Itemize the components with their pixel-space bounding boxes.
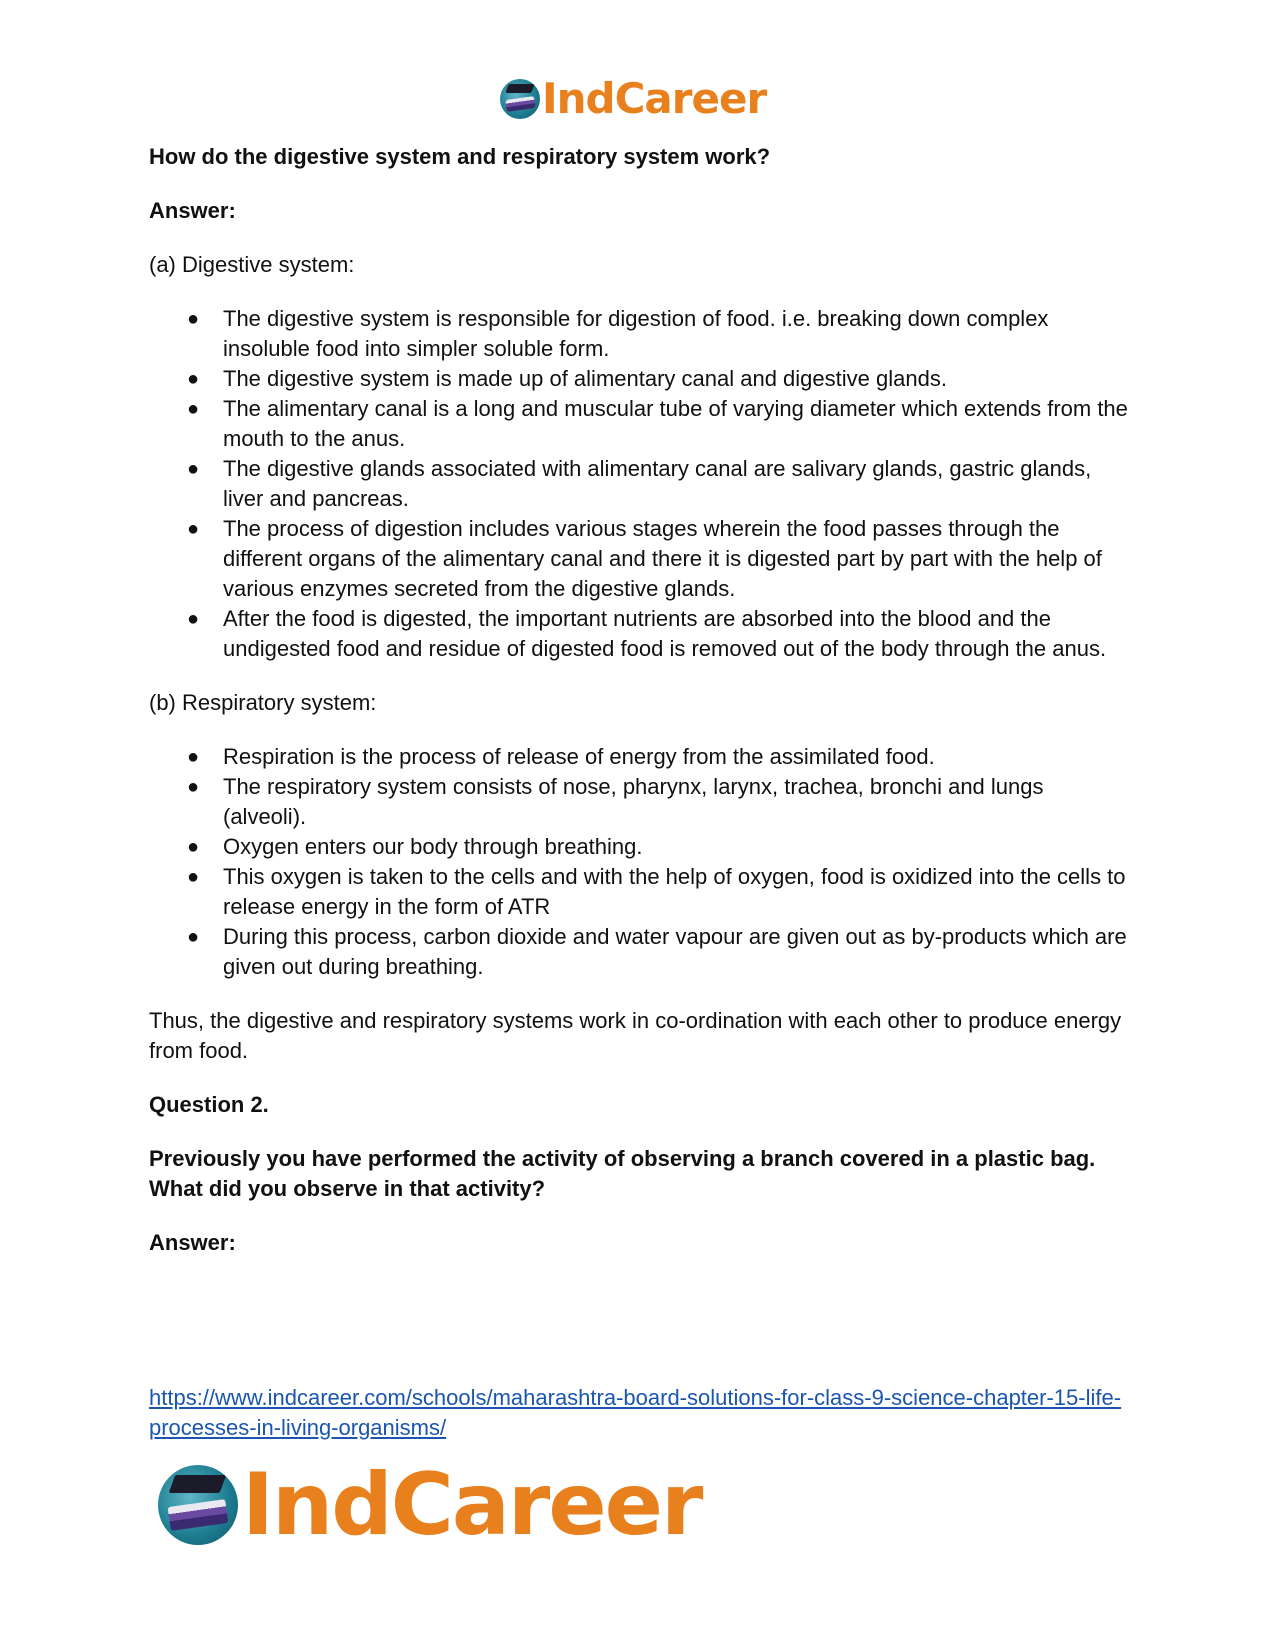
conclusion-text: Thus, the digestive and respiratory systems work in co-ordination with each other to produce energy from food. <box>149 1008 1122 1063</box>
list-item: ● The alimentary canal is a long and muscular tube of varying diameter which extends from the mouth to the anus. <box>187 396 1128 451</box>
header-logo <box>500 74 767 123</box>
respiratory-list <box>149 742 1129 982</box>
graduation-cap-book-icon <box>158 1465 238 1545</box>
list-item: ● During this process, carbon dioxide and water vapour are given out as by-products which are given out during breathing. <box>187 924 1127 979</box>
list-item: ● The digestive glands associated with alimentary canal are salivary glands, gastric glands, liver and pancreas. <box>187 456 1092 511</box>
list-item: ● Oxygen enters our body through breathing. <box>149 832 1129 862</box>
bullet-icon: ● <box>187 458 200 480</box>
list-item: ● Respiration is the process of release of energy from the assimilated food. <box>149 742 1129 772</box>
logo-wordmark: IndCareer <box>242 1455 702 1555</box>
bullet-icon: ● <box>187 746 200 768</box>
list-item: ● The respiratory system consists of nose, pharynx, larynx, trachea, bronchi and lungs (alveoli). <box>187 774 1044 829</box>
section-b-heading: (b) Respiratory system: <box>149 690 377 715</box>
bullet-icon: ● <box>187 308 200 330</box>
list-item: ● This oxygen is taken to the cells and with the help of oxygen, food is oxidized into the cells to release energy in the form of ATR <box>187 864 1126 919</box>
bullet-icon: ● <box>187 518 200 540</box>
section-a-heading: (a) Digestive system: <box>149 252 355 277</box>
bullet-icon: ● <box>187 926 200 948</box>
digestive-list <box>149 304 1129 664</box>
list-item: ● The digestive system is made up of alimentary canal and digestive glands. <box>149 364 1129 394</box>
document-body <box>149 142 1129 1258</box>
footer-logo <box>158 1455 702 1555</box>
bullet-icon: ● <box>187 398 200 420</box>
question-2-text: Previously you have performed the activity of observing a branch covered in a plastic bag. What did you observe in that activity? <box>149 1146 1096 1201</box>
list-item: ● After the food is digested, the important nutrients are absorbed into the blood and the undigested food and residue of digested food is removed out of the body through the anus. <box>187 606 1107 661</box>
answer-2-label: Answer: <box>149 1230 236 1255</box>
bullet-icon: ● <box>187 608 200 630</box>
answer-label: Answer: <box>149 198 236 223</box>
question-text: How do the digestive system and respiratory system work? <box>149 144 771 169</box>
question-2-label: Question 2. <box>149 1092 269 1117</box>
bullet-icon: ● <box>187 368 200 390</box>
bullet-icon: ● <box>187 836 200 858</box>
list-item: ● The digestive system is responsible for digestion of food. i.e. breaking down complex insoluble food into simpler soluble form. <box>187 306 1049 361</box>
bullet-icon: ● <box>187 866 200 888</box>
graduation-cap-book-icon <box>500 79 540 119</box>
bullet-icon: ● <box>187 776 200 798</box>
list-item: ● The process of digestion includes various stages wherein the food passes through the different organs of the alimentary canal and there it is digested part by part with the help of various enzymes secreted from the digestive glands. <box>187 516 1102 601</box>
source-link[interactable]: https://www.indcareer.com/schools/maharashtra-board-solutions-for-class-9-science-chapter-15-life-processes-in-living-organisms/ <box>149 1385 1122 1440</box>
logo-wordmark: IndCareer <box>542 74 767 123</box>
